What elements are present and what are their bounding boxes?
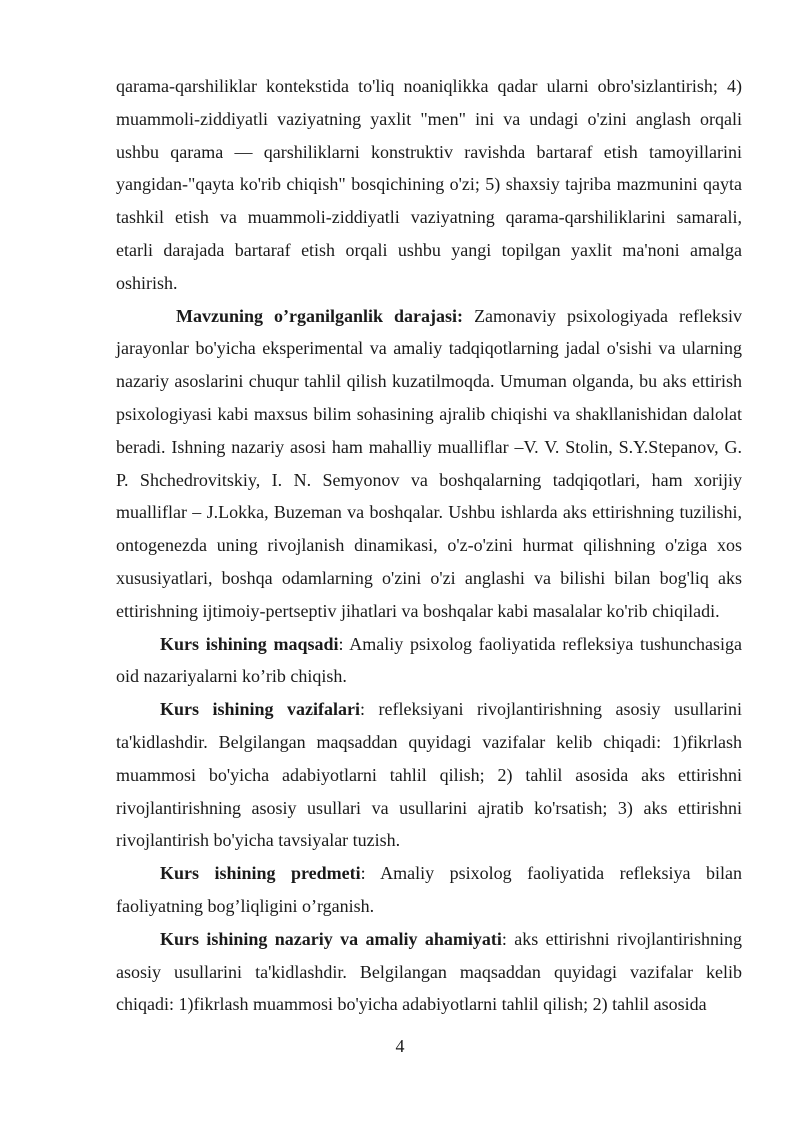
paragraph-course-significance (116, 923, 742, 1021)
heading-separator (463, 306, 474, 326)
paragraph-text: qarama-qarshiliklar kontekstida to'liq noaniqlikka qadar ularni obro'sizlantirish; 4) muammoli-ziddiyatli vaziyatning yaxlit "men" ini va undagi o'zini anglash orqali ushbu qarama — qarshiliklarni konstruktiv ravishda bartaraf etish tamoyillarini yangidan-"qayta ko'rib chiqish" bosqichining o'zi; 5) shaxsiy tajriba mazmunini qayta tashkil etish va muammoli-ziddiyatli vaziyatning qarama-qarshiliklarini samarali, etarli darajada bartaraf etish orqali ushbu yangi topilgan yaxlit ma'noni amalga oshirish. (116, 76, 742, 293)
paragraph-text: Zamonaviy psixologiyada refleksiv jarayonlar bo'yicha eksperimental va amaliy tadqiqotlarning jadal o'sishi va ularning nazariy asoslarini chuqur tahlil qilish kuzatilmoqda. Umuman olganda, bu aks ettirish psixologiyasi kabi maxsus bilim sohasining ajralib chiqishi va shakllanishidan dalolat beradi. Ishning nazariy asosi ham mahalliy mualliflar –V. V. Stolin, S.Y.Stepanov, G. P. Shchedrovitskiy, I. N. Semyonov va boshqalarning tadqiqotlari, ham xorijiy mualliflar – J.Lokka, Buzeman va boshqalar. Ushbu ishlarda aks ettirishning tuzilishi, ontogenezda uning rivojlanish dinamikasi, o'z-o'zini hurmat qilishning o'ziga xos xususiyatlari, boshqa odamlarning o'zini o'zi anglashi va bilishi bilan bog'liq aks ettirishning ijtimoiy-pertseptiv jihatlari va boshqalar kabi masalalar ko'rib chiqiladi. (116, 305, 743, 621)
page-number: 4 (395, 1036, 405, 1056)
paragraph-course-tasks (116, 693, 742, 857)
paragraph-heading: Kurs ishining maqsadi (160, 633, 339, 654)
paragraph-text: Amaliy psixolog faoliyatida refleksiya bilan faoliyatning bog’liqligini o’rganish. (116, 863, 743, 916)
paragraph-course-subject (116, 857, 742, 923)
heading-separator: : (360, 699, 379, 720)
paragraph-course-goal (116, 628, 742, 694)
paragraph-heading: Mavzuning o’rganilganlik darajasi: (176, 305, 464, 326)
paragraph-heading: Kurs ishining nazariy va amaliy ahamiyati (160, 928, 502, 949)
paragraph-text: aks ettirishni rivojlantirishning asosiy usullarini ta'kidlashdir. Belgilangan maqsaddan quyidagi vazifalar kelib chiqadi: 1)fikrlash muammosi bo'yicha adabiyotlarni tahlil qilish; 2) tahlil asosida (116, 928, 742, 1015)
paragraph-intro-continuation (116, 70, 742, 300)
heading-separator: : (360, 863, 381, 884)
paragraph-text: refleksiyani rivojlantirishning asosiy usullarini ta'kidlashdir. Belgilangan maqsaddan quyidagi vazifalar kelib chiqadi: 1)fikrlash muammosi bo'yicha adabiyotlarni tahlil qilish; 2) tahlil asosida aks ettirishni rivojlantirishning asosiy usullari va usullarini ajratib ko'rsatish; 3) aks ettirishni rivojlantirish bo'yicha tavsiyalar tuzish. (116, 699, 742, 851)
paragraph-heading: Kurs ishining predmeti (160, 863, 361, 884)
paragraph-study-level (116, 300, 742, 628)
heading-separator: : (501, 928, 515, 949)
document-page (116, 70, 742, 1021)
paragraph-heading: Kurs ishining vazifalari (160, 699, 361, 720)
heading-separator: : (338, 633, 350, 654)
paragraph-text: Amaliy psixolog faoliyatida refleksiya tushunchasiga oid nazariyalarni ko’rib chiqish. (116, 633, 742, 687)
